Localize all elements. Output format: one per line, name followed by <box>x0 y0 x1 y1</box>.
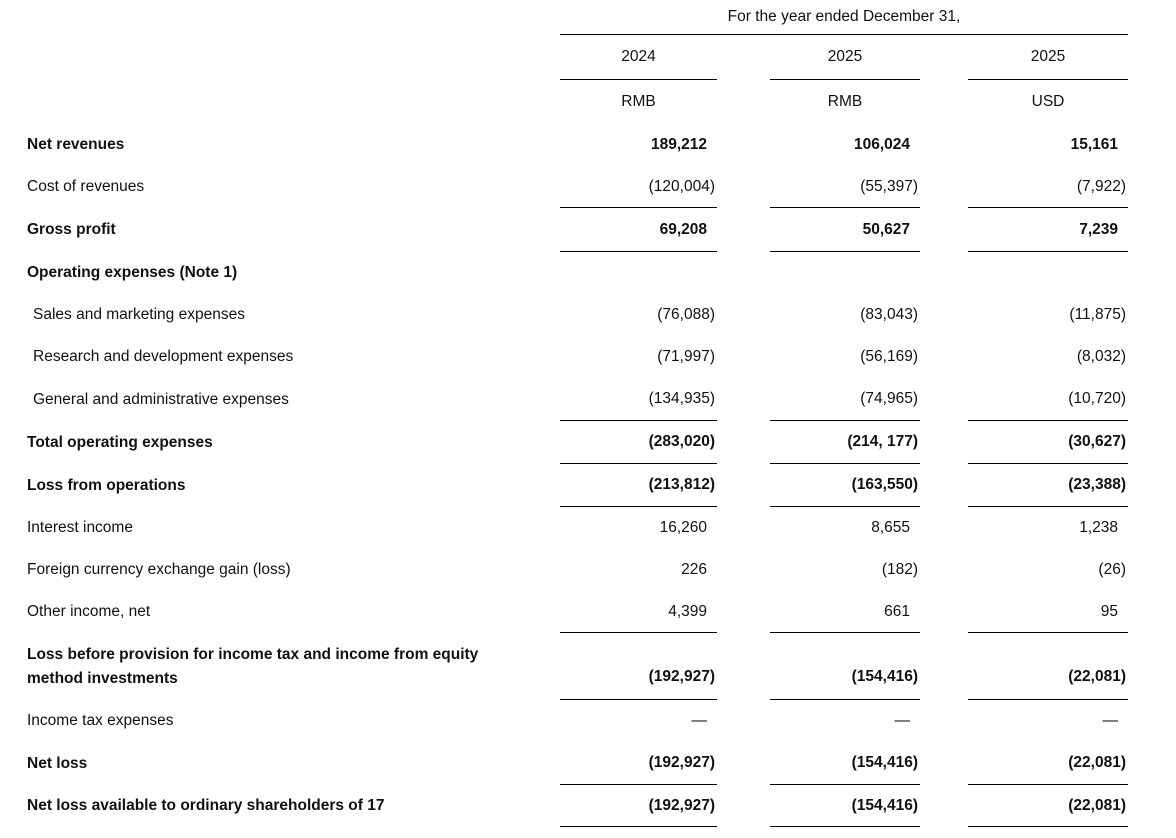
table-row-general-administrative <box>0 378 1128 421</box>
period-header-row <box>0 0 1128 35</box>
spacer <box>0 80 560 124</box>
spacer <box>717 700 770 742</box>
spacer <box>920 294 968 336</box>
column-header-year-2024: 2024 <box>560 35 717 80</box>
spacer <box>920 785 968 827</box>
value-2025-rmb: (55,397) <box>770 166 920 208</box>
table-row-research-development <box>0 336 1128 378</box>
row-label: Loss from operations <box>27 476 186 494</box>
spacer <box>717 549 770 591</box>
table-row-operating-expenses-header <box>0 252 1128 294</box>
value-2024-rmb: 69,208 <box>560 208 717 252</box>
table-row-net-loss-available <box>0 785 1128 827</box>
spacer <box>920 549 968 591</box>
spacer <box>717 378 770 421</box>
value-2024-rmb: 4,399 <box>560 591 717 633</box>
table-row-net-revenues <box>0 124 1128 166</box>
value-2025-rmb: — <box>894 712 910 729</box>
row-label: Operating expenses (Note 1) <box>27 264 238 281</box>
spacer <box>717 507 770 549</box>
spacer <box>920 208 968 252</box>
row-label: Other income, net <box>27 603 151 620</box>
spacer <box>920 252 968 294</box>
value-2024-rmb: (192,927) <box>560 785 717 827</box>
value-2025-usd: (22,081) <box>968 785 1128 827</box>
value-2025-usd: — <box>1102 712 1118 729</box>
value-2024-rmb: 189,212 <box>650 136 707 153</box>
row-label: Sales and marketing expenses <box>33 306 245 323</box>
value-2024-rmb: (192,927) <box>560 742 717 785</box>
spacer <box>920 507 968 549</box>
value-2024-rmb: (76,088) <box>657 306 715 323</box>
column-header-year-2025-rmb: 2025 <box>770 35 920 80</box>
spacer <box>717 124 770 166</box>
value-2024-rmb: (71,997) <box>657 348 715 365</box>
value-2024-rmb: (120,004) <box>560 166 717 208</box>
value-2025-usd <box>968 252 1128 294</box>
spacer <box>920 464 968 507</box>
value-2024-rmb: (283,020) <box>560 421 717 464</box>
row-label: Cost of revenues <box>27 178 145 195</box>
table-row-loss-from-operations <box>0 464 1128 507</box>
value-2024-rmb: (213,812) <box>560 464 717 507</box>
value-2025-usd: 1,238 <box>1079 519 1118 536</box>
value-2025-rmb <box>770 252 920 294</box>
row-label: Net loss available to ordinary shareholders of 17 <box>27 797 385 814</box>
column-header-year-2025-usd: 2025 <box>968 35 1128 80</box>
value-2025-rmb: (154,416) <box>770 785 920 827</box>
row-label: Loss before provision for income tax and income from equity method investments <box>27 645 479 687</box>
year-header-row <box>0 35 1128 80</box>
value-2025-rmb: (154,416) <box>770 742 920 785</box>
spacer <box>920 700 968 742</box>
spacer <box>717 336 770 378</box>
value-2025-usd: (22,081) <box>968 742 1128 785</box>
value-2025-usd: 15,161 <box>1070 136 1118 153</box>
spacer <box>920 35 968 80</box>
table-row-loss-before-tax <box>0 633 1128 700</box>
value-2025-rmb: (74,965) <box>770 378 920 421</box>
spacer <box>717 591 770 633</box>
value-2025-rmb: (83,043) <box>860 306 918 323</box>
spacer <box>920 336 968 378</box>
value-2025-rmb: (154,416) <box>770 633 920 700</box>
column-header-currency-rmb-1: RMB <box>621 93 656 110</box>
value-2025-usd: (22,081) <box>968 633 1128 700</box>
table-row-other-income <box>0 591 1128 633</box>
value-2025-usd: (26) <box>1098 561 1126 578</box>
table-row-income-tax <box>0 700 1128 742</box>
spacer <box>920 166 968 208</box>
spacer <box>920 421 968 464</box>
value-2025-rmb: 50,627 <box>770 208 920 252</box>
value-2025-usd: (8,032) <box>1076 348 1126 365</box>
value-2025-usd: (23,388) <box>968 464 1128 507</box>
row-label: Interest income <box>27 519 133 536</box>
row-label: Income tax expenses <box>27 712 174 729</box>
value-2024-rmb: (134,935) <box>560 378 717 421</box>
table-row-net-loss <box>0 742 1128 785</box>
table-row-total-operating-expenses <box>0 421 1128 464</box>
value-2025-usd: (10,720) <box>968 378 1128 421</box>
spacer <box>920 633 968 700</box>
value-2025-rmb: (56,169) <box>860 348 918 365</box>
row-label: Research and development expenses <box>33 348 294 365</box>
table-row-sales-marketing <box>0 294 1128 336</box>
column-header-currency-rmb-2: RMB <box>827 93 863 110</box>
spacer <box>717 208 770 252</box>
table-row-cost-of-revenues <box>0 166 1128 208</box>
value-2025-usd: (30,627) <box>968 421 1128 464</box>
spacer <box>920 591 968 633</box>
value-2024-rmb <box>560 252 717 294</box>
value-2024-rmb: 226 <box>681 561 707 578</box>
spacer <box>920 742 968 785</box>
table-row-gross-profit <box>0 208 1128 252</box>
spacer <box>920 378 968 421</box>
spacer <box>717 294 770 336</box>
row-label: Net loss <box>27 754 88 772</box>
spacer <box>717 80 770 124</box>
spacer <box>717 35 770 80</box>
value-2025-usd: 7,239 <box>968 208 1128 252</box>
value-2025-usd: (11,875) <box>1069 306 1126 323</box>
spacer <box>920 124 968 166</box>
value-2025-rmb: 8,655 <box>871 519 910 536</box>
spacer <box>717 464 770 507</box>
spacer <box>717 252 770 294</box>
value-2024-rmb: (192,927) <box>560 633 717 700</box>
spacer <box>717 785 770 827</box>
row-label: General and administrative expenses <box>33 390 289 408</box>
table-row-interest-income <box>0 507 1128 549</box>
value-2025-usd: (7,922) <box>968 166 1128 208</box>
value-2025-rmb: (214, 177) <box>770 421 920 464</box>
value-2025-rmb: (163,550) <box>770 464 920 507</box>
currency-header-row <box>0 80 1128 124</box>
spacer <box>717 633 770 700</box>
spacer <box>0 0 560 35</box>
spacer <box>717 166 770 208</box>
value-2024-rmb: 16,260 <box>659 519 707 536</box>
row-label: Total operating expenses <box>27 433 213 451</box>
value-2025-usd: 95 <box>968 591 1128 633</box>
spacer <box>0 35 560 80</box>
value-2024-rmb: — <box>691 712 707 729</box>
period-header: For the year ended December 31, <box>560 0 1128 35</box>
spacer <box>717 421 770 464</box>
spacer <box>920 80 968 124</box>
row-label: Gross profit <box>27 221 116 238</box>
column-header-currency-usd: USD <box>1031 93 1065 110</box>
row-label: Net revenues <box>27 136 125 153</box>
row-label: Foreign currency exchange gain (loss) <box>27 561 291 578</box>
table-row-foreign-currency <box>0 549 1128 591</box>
value-2025-rmb: (182) <box>881 561 918 578</box>
value-2025-rmb: 106,024 <box>853 136 910 153</box>
value-2025-rmb: 661 <box>770 591 920 633</box>
spacer <box>717 742 770 785</box>
